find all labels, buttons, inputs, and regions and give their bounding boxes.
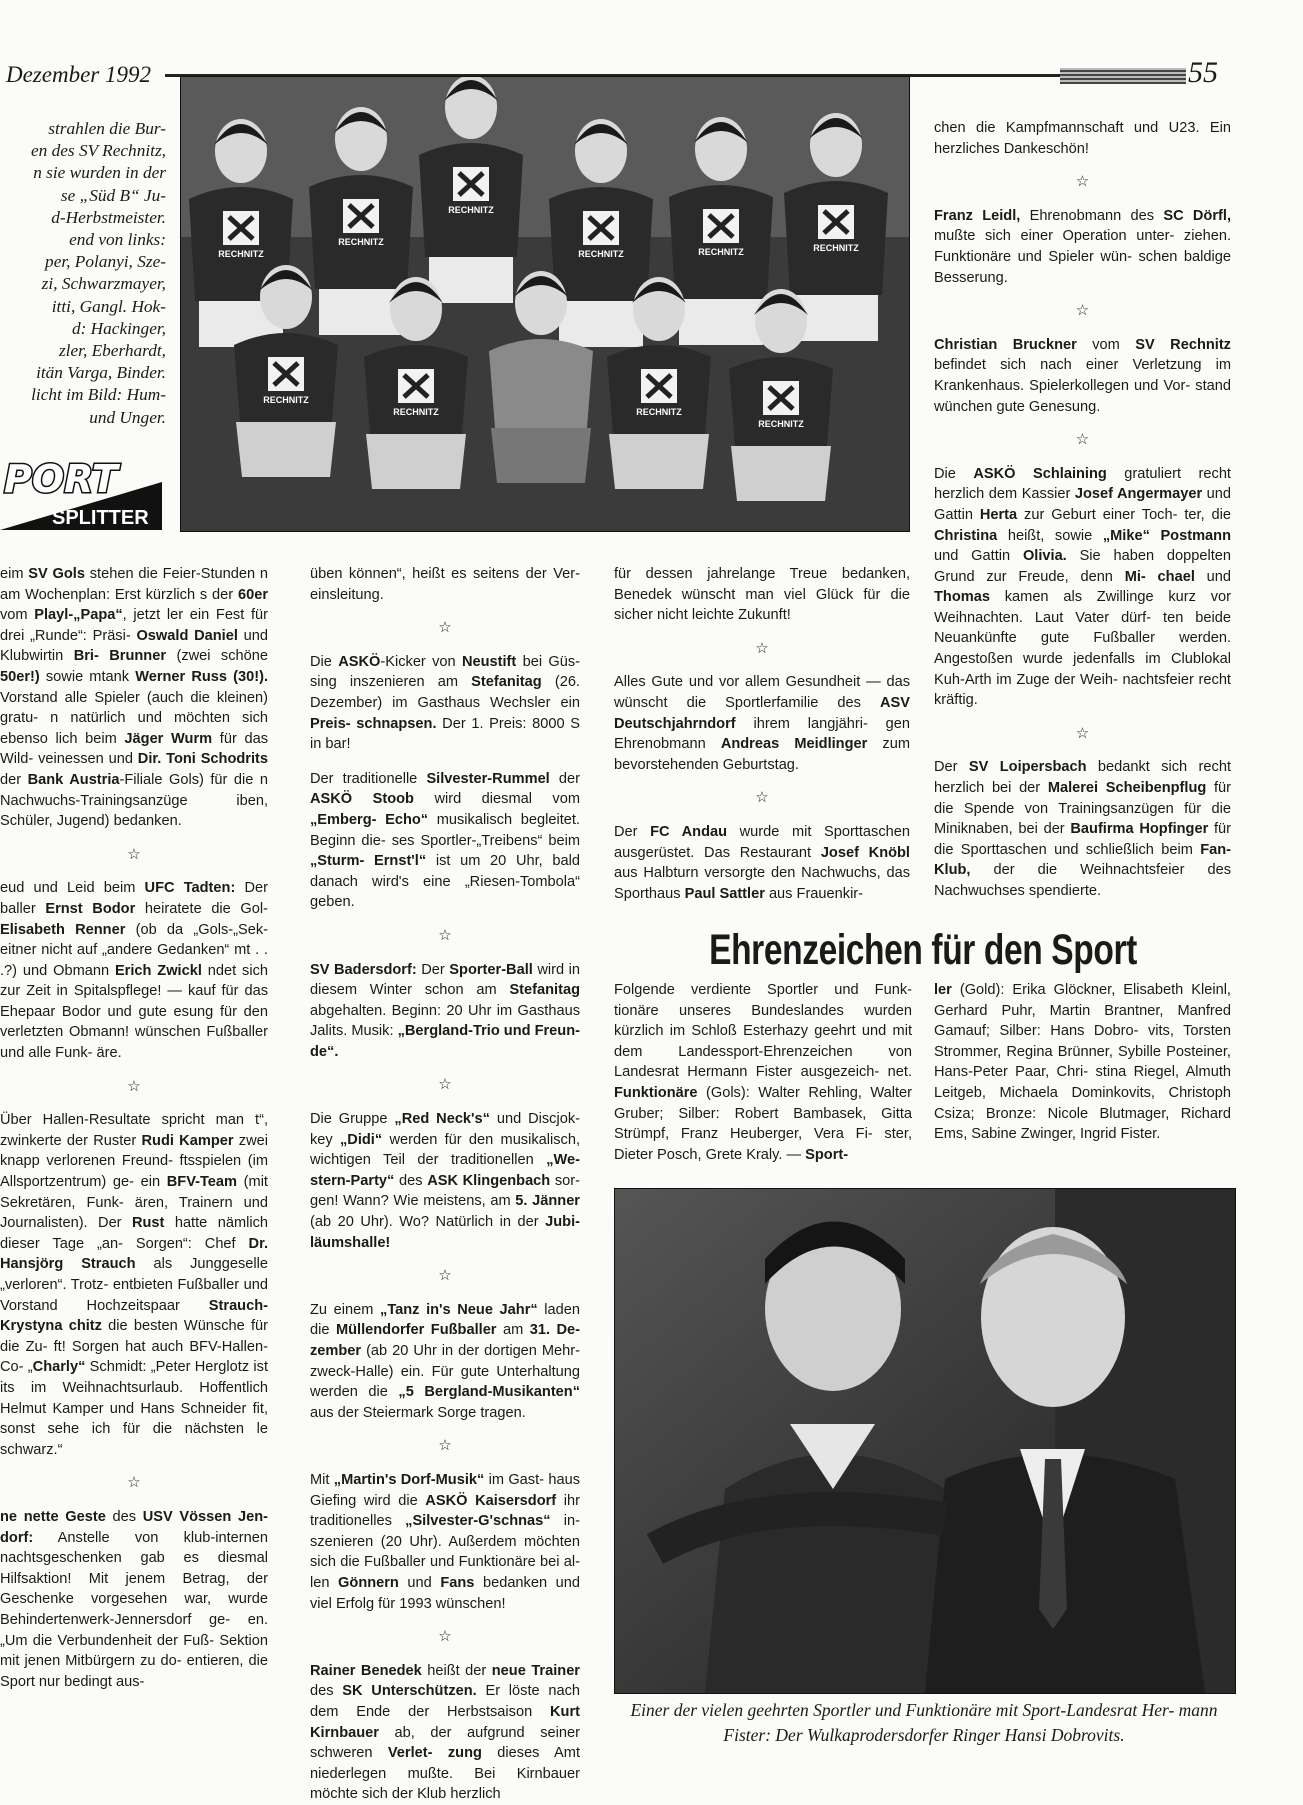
separator-star: ☆ (438, 1628, 452, 1646)
svg-text:RECHNITZ: RECHNITZ (338, 237, 384, 247)
page-number: 55 (1188, 56, 1218, 89)
column-4 (934, 118, 1231, 902)
article-paragraph: Der FC Andau wurde mit Sporttaschen ausgerüstet. Das Restaurant Josef Knöbl aus Halbturn versorgte den Nachwuchs, das Sporthaus Paul Sattler aus Frauenkir- (614, 823, 910, 902)
svg-text:RECHNITZ: RECHNITZ (698, 247, 744, 257)
article-paragraph: chen die Kampfmannschaft und U23. Ein herzliches Dankeschön! (934, 120, 1231, 157)
article-paragraph: Über Hallen-Resultate spricht man t“, zwinkerte der Ruster Rudi Kamper zwei knapp verlorenen Freund- ftsspielen (im Allsportzentrum) ge- ein BFV-Team (mit Sekretären, Funk- ären, Trainern und Journalisten). Der Rust hatte nämlich dieser Tage „an- Sorgen“: Chef Dr. Hansjörg Strauch als Junggeselle „verloren“. Trotz- entbieten Fußballer und Vorstand Hochzeitspaar Strauch-Krystyna chitz die besten Wünsche für die Zu- ft! Sorgen hat auch BFV-Hallen-Co- „Charly“ Schmidt: „Peter Herglotz ist its im Weihnachtsurlaub. Hoffentlich Helmut Kamper und Hans Schneider fit, sonst sehe ich für die nächsten le schwarz.“ (0, 1112, 269, 1458)
separator-star: ☆ (438, 1076, 452, 1094)
article-headline: Ehrenzeichen für den Sport (709, 926, 1137, 974)
article-paragraph: Der traditionelle Silvester-Rummel der ASKÖ Stoob wird diesmal vom „Emberg- Echo“ musikalisch begleitet. Beginn die- ses Sportler-„Treibens“ beim „Sturm- Ernst'l“ ist um 20 Uhr, bald danach wird's eine „Riesen-Tombola“ geben. (310, 770, 581, 911)
column-3 (614, 564, 910, 904)
award-photo-caption: Einer der vielen geehrten Sportler und Funktionäre mit Sport-Landesrat Her- mann Fister: Der Wulkaprodersdorfer Ringer Hansi Dobrovits. (630, 1700, 1218, 1745)
spacer (310, 755, 580, 769)
column-2 (310, 564, 580, 1805)
column-1 (0, 564, 268, 1692)
svg-text:RECHNITZ: RECHNITZ (636, 407, 682, 417)
article-paragraph: Mit „Martin's Dorf-Musik“ im Gast- haus Giefing wird die ASKÖ Kaisersdorf ihr traditionelles „Silvester-G'schnas“ in- szenieren (20 Uhr). Außerdem möchten sich die Fußballer und Funktionäre bei al- len Gönnern und Fans bedanken und viel Erfolg für 1993 wünschen! (310, 1471, 580, 1612)
article-paragraph: Die ASKÖ-Kicker von Neustift bei Güs- sing inszenieren am Stefanitag (26. Dezember) im Gasthaus Wechsler ein Preis- schnapsen. Der 1. Preis: 8000 S in bar! (310, 653, 581, 753)
separator-star: ☆ (1075, 724, 1090, 742)
separator-star: ☆ (127, 845, 141, 863)
article-paragraph: Christian Bruckner vom SV Rechnitz befindet sich nach einer Verletzung im Krankenhaus. Spielerkollegen und Vor- stand wünchen gute Genesung. (934, 336, 1231, 415)
article-paragraph: Franz Leidl, Ehrenobmann des SC Dörfl, mußte sich einer Operation unter- ziehen. Funktionäre und Spieler wün- schen baldige Besserung. (934, 207, 1231, 286)
separator-star: ☆ (438, 1267, 452, 1285)
svg-text:RECHNITZ: RECHNITZ (813, 243, 859, 253)
article-paragraph: ler (Gold): Erika Glöckner, Elisabeth Kleinl, Gerhard Puhr, Martin Brantner, Manfred Gamauf; Silber: Hans Dobro- vits, Torsten Strommer, Regina Brünner, Sybille Posteiner, Hans-Peter Paar, Chri- stina Riegel, Almuth Leitgeb, Michaela Dominkovits, Christoph Csiza; Bronze: Nicole Blutmager, Richard Ems, Sabine Zwinger, Ingrid Fister. (934, 982, 1231, 1143)
team-photo-illustration (181, 77, 909, 531)
article-paragraph: eim SV Gols stehen die Feier-Stunden n am Wochenplan: Erst kürzlich s der 60er vom Playl-„Papa“, jetzt ler ein Fest für drei „Runde“: Präsi- Oswald Daniel und Klubwirtin Bri- Brunner (zwei schöne 50er!) sowie mtank Werner Russ (30!). Vorstand alle Spieler (auch die kleinen) gratu- n natürlich und möchten sich ebenso lich beim Jäger Wurm für das Wild- veinessen und Dir. Toni Schodrits der Bank Austria-Filiale Gols) für die n Nachwuchs-Trainingsanzüge iben, Schüler, Jugend) bedanken. (0, 566, 269, 830)
header-bar-decoration (1060, 68, 1186, 84)
article-paragraph: SV Badersdorf: Der Sporter-Ball wird in diesem Winter schon am Stefanitag abgehalten. Beginn: 20 Uhr im Gasthaus Jalits. Musik: „Bergland-Trio und Freun- de“. (310, 961, 581, 1060)
svg-text:RECHNITZ: RECHNITZ (758, 419, 804, 429)
separator-star: ☆ (127, 1474, 141, 1492)
svg-text:RECHNITZ: RECHNITZ (393, 407, 439, 417)
award-text-right (934, 980, 1231, 1145)
article-paragraph: ne nette Geste des USV Vössen Jen- dorf: Anstelle von klub-internen nachtsgeschenken gab es diesmal Hilfsaktion! Mit jenem Betrag, der Geschenke vorgesehen war, wurde Behindertenwerk-Jennersdorf ge- en. „Um die Verbundenheit der Fuß- Sektion mit jenen Mitbürgern zu do- entieren, die Sport nur bedingt aus- (0, 1508, 268, 1690)
separator-star: ☆ (1075, 173, 1090, 191)
article-paragraph: Rainer Benedek heißt der neue Trainer des SK Unterschützen. Er löste nach dem Ende der Herbstsaison Kurt Kirnbauer ab, der aufgrund seiner schweren Verlet- zung dieses Amt niederlegen mußte. Bei Kirnbauer möchte sich der Klub herzlich (310, 1662, 581, 1803)
separator-star: ☆ (755, 789, 769, 807)
award-photo (614, 1188, 1236, 1694)
separator-star: ☆ (1075, 431, 1090, 449)
separator-star: ☆ (127, 1077, 141, 1095)
separator-star: ☆ (438, 619, 452, 637)
svg-text:RECHNITZ: RECHNITZ (578, 249, 624, 259)
issue-date: Dezember 1992 (6, 62, 151, 87)
separator-star: ☆ (1075, 302, 1090, 320)
logo-line2: SPLITTER (52, 507, 149, 529)
article-paragraph: Die Gruppe „Red Neck's“ und Discjok- key „Didi“ werden für den musikalisch, wichtigen Teil der traditionellen „We- stern-Party“ des ASK Klingenbach sor- gen! Wann? Wie meistens, am 5. Jänner (ab 20 Uhr). Wo? Natürlich in der Jubi- läumshalle! (310, 1111, 581, 1251)
article-paragraph: üben können“, heißt es seitens der Ver- einsleitung. (310, 566, 580, 603)
article-paragraph: eud und Leid beim UFC Tadten: Der baller Ernst Bodor heiratete die Gol- Elisabeth Renner (ob da „Gols-„Sek- eitner nicht auf „andere Gedanken“ mt . . .?) und Obmann Erich Zwickl ndet sich zur Zeit in Spitalspflege! — kauf für das Ehepaar Bodor und gute esung für den verletzten Obmann! wünschen Fußballer und alle Funk- äre. (0, 880, 268, 1062)
article-paragraph: Der SV Loipersbach bedankt sich recht herzlich bei der Malerei Scheibenpflug für die Spende von Trainingsanzügen für die Miniknaben, bei der Baufirma Hopfinger für die Sporttaschen und schließlich beim Fan-Klub, der die Weihnachtsfeier des Nachwuchses spendierte. (934, 759, 1231, 899)
article-paragraph: Alles Gute und vor allem Gesundheit — das wünscht die Sportlerfamilie des ASV Deutschjahrndorf ihrem langjähri- gen Ehrenobmann Andreas Meidlinger zum bevorstehenden Geburtstag. (614, 674, 910, 773)
team-photo (180, 76, 910, 532)
logo-line1: PORT (4, 457, 118, 501)
svg-text:RECHNITZ: RECHNITZ (263, 395, 309, 405)
article-paragraph: Die ASKÖ Schlaining gratuliert recht herzlich dem Kassier Josef Angermayer und Gattin Herta zur Geburt einer Toch- ter, die Christina heißt, sowie „Mike“ Postmann und Gattin Olivia. Sie haben doppelten Grund zur Freude, denn Mi- chael und Thomas kamen als Zwillinge kurz vor Weihnachten. Laut Vater dürf- ten beide Neuankünfte gute Fußballer werden. Angestoßen wurde jedenfalls im Clublokal Kuh-Arth im Zuge der Weih- nachtsfeier recht kräftig. (934, 465, 1232, 709)
sport-splitter-logo (0, 452, 162, 530)
article-paragraph: für dessen jahrelange Treue bedanken, Benedek wünscht man viel Glück für die sicher nicht leichte Zukunft! (614, 566, 910, 624)
award-text-left (614, 980, 912, 1165)
separator-star: ☆ (438, 1437, 452, 1455)
separator-star: ☆ (755, 639, 769, 657)
article-paragraph: Folgende verdiente Sportler und Funk- tionäre unseres Bundeslandes wurden kürzlich im Schloß Esterhazy geehrt und mit dem Landessport-Ehrenzeichen von Landesrat Hermann Fister ausgezeich- net. Funktionäre (Gols): Walter Rehling, Walter Gruber; Silber: Robert Bambasek, Gitta Strümpf, Franz Heuberger, Vera Fi- ster, Dieter Posch, Grete Kraly. — Sport- (614, 982, 912, 1163)
separator-star: ☆ (438, 926, 452, 944)
team-photo-caption: strahlen die Bur- en des SV Rechnitz, n sie wurden in der se „Süd B“ Ju- d-Herbstmeister. end von links: per, Polanyi, Sze- zi, Schwarzmayer, itti, Gangl. Hok- d: Hackinger, zler, Eberhardt, itän Varga, Binder. licht im Bild: Hum- und Unger. (30, 119, 166, 427)
svg-text:RECHNITZ: RECHNITZ (448, 205, 494, 215)
article-paragraph: Zu einem „Tanz in's Neue Jahr“ laden die Müllendorfer Fußballer am 31. De- zember (ab 20 Uhr in der dortigen Mehr- zweck-Halle) ein. Für gute Unterhaltung werden die „5 Bergland-Musikanten“ aus der Steiermark Sorge tragen. (310, 1301, 581, 1421)
svg-text:RECHNITZ: RECHNITZ (218, 249, 264, 259)
